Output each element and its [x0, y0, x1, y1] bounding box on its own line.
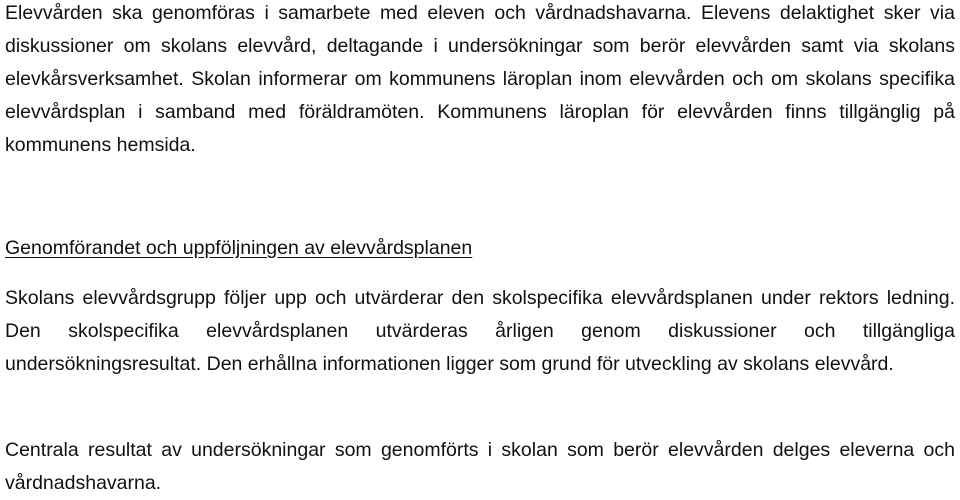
- paragraph-elevvard-samarbete: Elevvården ska genomföras i samarbete med eleven och vårdnadshavarna. Elevens delaktighet sker via diskussioner om skolans elevvård, deltagande i undersökningar som berör elevvården samt via skolans elevkårsverksamhet. Skolan informerar om kommunens läroplan inom elevvården och om skolans specifika elevvårdsplan i samband med föräldramöten. Kommunens läroplan för elevvården finns tillgänglig på kommunens hemsida.: [5, 2, 955, 156]
- paragraph-resultat: Centrala resultat av undersökningar som genomförts i skolan som berör elevvården delges eleverna och vårdnadshavarna.: [5, 439, 955, 494]
- section-heading: Genomförandet och uppföljningen av elevvårdsplanen: [5, 237, 473, 259]
- paragraph-uppfoljning: Skolans elevvårdsgrupp följer upp och utvärderar den skolspecifika elevvårdsplanen under rektors ledning. Den skolspecifika elevvårdsplanen utvärderas årligen genom diskussioner och tillgängliga undersökningsresultat. Den erhållna informationen ligger som grund för utveckling av skolans elevvård.: [5, 287, 955, 375]
